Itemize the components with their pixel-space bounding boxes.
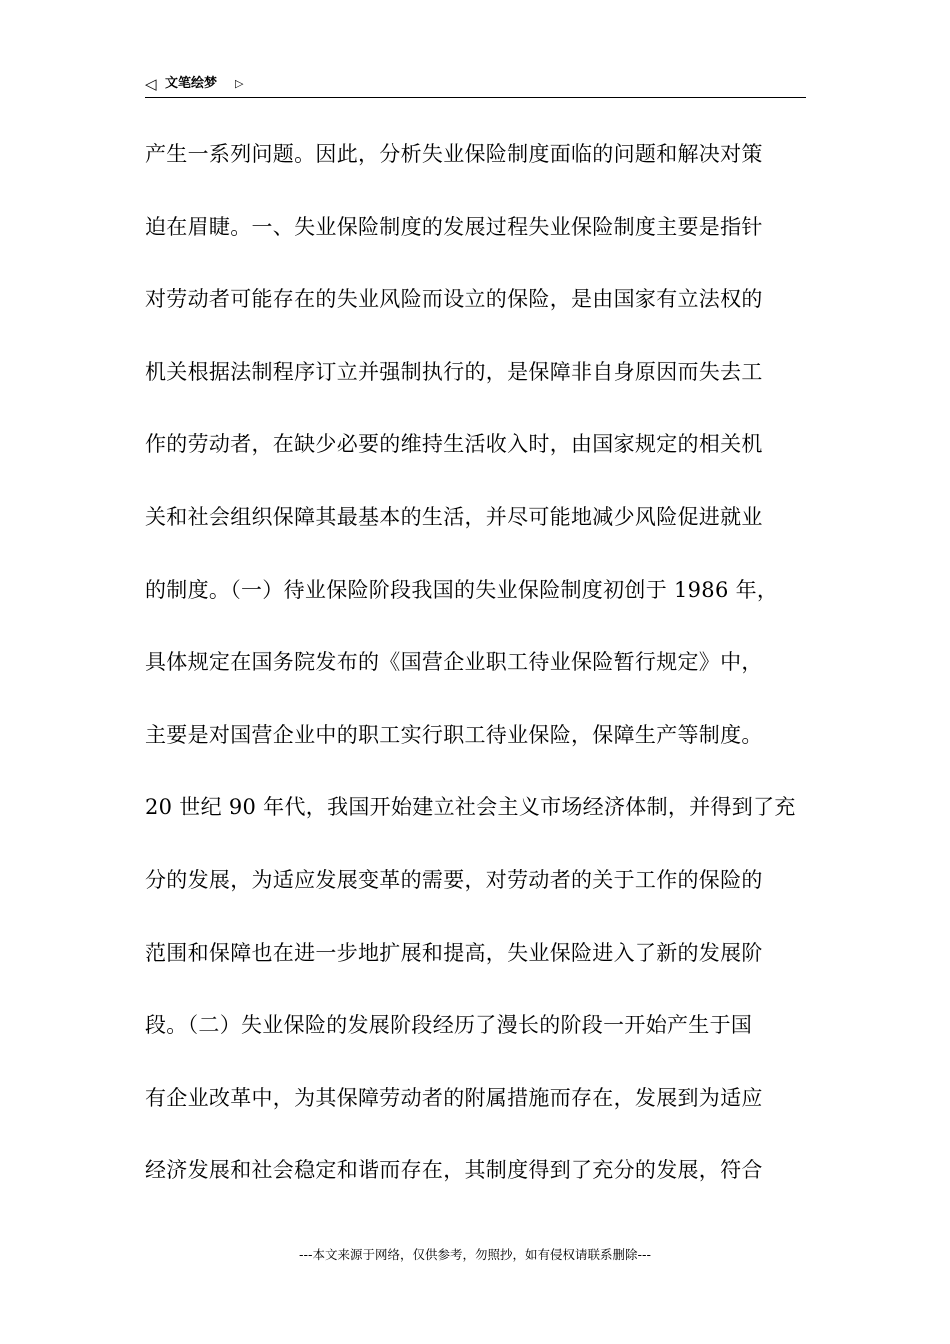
right-triangle-icon: ▷ [235, 77, 244, 90]
body-line: 产生一系列问题。因此，分析失业保险制度面临的问题和解决对策 [145, 142, 763, 166]
body-line: 对劳动者可能存在的失业风险而设立的保险，是由国家有立法权的 [145, 287, 763, 312]
footer-disclaimer: ---本文来源于网络，仅供参考，勿照抄，如有侵权请联系删除--- [298, 1247, 652, 1262]
header-divider [145, 97, 806, 98]
left-triangle-icon: ◁ [145, 75, 157, 93]
body-line: 范围和保障也在进一步地扩展和提高，失业保险进入了新的发展阶 [145, 940, 763, 965]
body-line: 关和社会组织保障其最基本的生活，并尽可能地减少风险促进就业 [145, 504, 763, 529]
body-line: 经济发展和社会稳定和谐而存在，其制度得到了充分的发展，符合 [145, 1158, 763, 1183]
body-line: 的制度。（一）待业保险阶段我国的失业保险制度初创于 1986 年， [145, 577, 779, 602]
document-body [145, 134, 825, 1223]
body-line: 段。（二）失业保险的发展阶段经历了漫长的阶段一开始产生于国 [145, 1013, 753, 1038]
body-line: 机关根据法制程序订立并强制执行的，是保障非自身原因而失去工 [145, 359, 763, 384]
page-header [145, 74, 806, 98]
header-title: 文笔绘梦 [165, 76, 218, 91]
body-line: 作的劳动者，在缺少必要的维持生活收入时，由国家规定的相关机 [145, 432, 763, 457]
body-line: 有企业改革中，为其保障劳动者的附属措施而存在，发展到为适应 [145, 1085, 763, 1110]
body-line: 主要是对国营企业中的职工实行职工待业保险，保障生产等制度。 [145, 722, 763, 747]
body-line: 分的发展，为适应发展变革的需要，对劳动者的关于工作的保险的 [145, 867, 763, 892]
body-line: 20 世纪 90 年代，我国开始建立社会主义市场经济体制，并得到了充 [145, 795, 796, 820]
body-line: 具体规定在国务院发布的《国营企业职工待业保险暂行规定》中， [145, 650, 763, 675]
body-line: 迫在眉睫。一、失业保险制度的发展过程失业保险制度主要是指针 [145, 214, 763, 239]
